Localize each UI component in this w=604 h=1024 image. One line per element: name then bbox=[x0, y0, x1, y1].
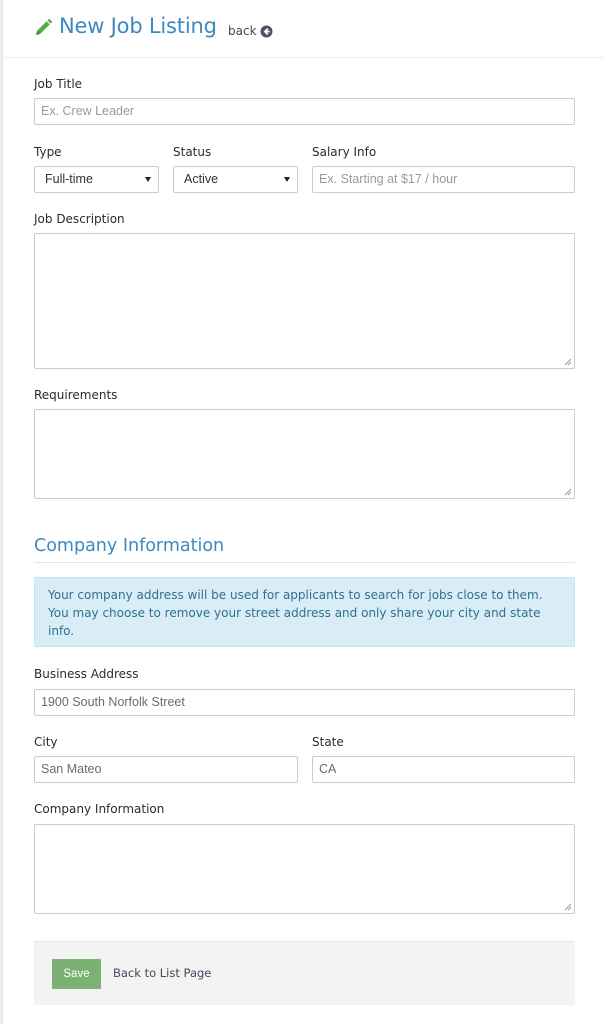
requirements-label: Requirements bbox=[34, 388, 118, 402]
status-label: Status bbox=[173, 145, 212, 159]
resize-grip-icon[interactable] bbox=[564, 903, 572, 911]
page-header bbox=[0, 0, 604, 58]
status-select-value: Active bbox=[184, 172, 219, 186]
back-to-list-link[interactable]: Back to List Page bbox=[113, 966, 212, 980]
type-select[interactable] bbox=[34, 166, 159, 193]
business-address-label: Business Address bbox=[34, 667, 139, 681]
company-section-title: Company Information bbox=[34, 536, 225, 556]
city-input[interactable]: San Mateo bbox=[34, 756, 298, 783]
job-description-label: Job Description bbox=[34, 212, 125, 226]
back-link[interactable] bbox=[228, 24, 273, 38]
salary-label: Salary Info bbox=[312, 145, 377, 159]
status-select[interactable] bbox=[173, 166, 298, 193]
type-label: Type bbox=[34, 145, 62, 159]
left-border bbox=[0, 0, 3, 1024]
requirements-textarea[interactable] bbox=[34, 409, 575, 499]
business-address-input[interactable]: 1900 South Norfolk Street bbox=[34, 689, 575, 716]
page-title: New Job Listing bbox=[59, 14, 217, 38]
caret-down-icon bbox=[145, 177, 151, 182]
address-info-alert: Your company address will be used for applicants to search for jobs close to them. You may choose to remove your street address and only share your city and state info. bbox=[34, 577, 575, 647]
form-actions bbox=[34, 941, 575, 1005]
section-divider bbox=[34, 562, 575, 563]
job-title-input[interactable]: Ex. Crew Leader bbox=[34, 98, 575, 125]
salary-input[interactable]: Ex. Starting at $17 / hour bbox=[312, 166, 575, 193]
save-button[interactable]: Save bbox=[52, 959, 101, 989]
job-description-textarea[interactable] bbox=[34, 233, 575, 369]
state-label: State bbox=[312, 735, 344, 749]
state-input[interactable]: CA bbox=[312, 756, 575, 783]
job-title-label: Job Title bbox=[34, 77, 83, 91]
arrow-circle-left-icon bbox=[260, 25, 273, 38]
caret-down-icon bbox=[284, 177, 290, 182]
pencil-icon bbox=[33, 18, 53, 38]
back-label: back bbox=[228, 24, 257, 38]
city-label: City bbox=[34, 735, 58, 749]
company-information-label: Company Information bbox=[34, 802, 165, 816]
type-select-value: Full-time bbox=[45, 172, 93, 186]
resize-grip-icon[interactable] bbox=[564, 488, 572, 496]
company-information-textarea[interactable] bbox=[34, 824, 575, 914]
resize-grip-icon[interactable] bbox=[564, 358, 572, 366]
